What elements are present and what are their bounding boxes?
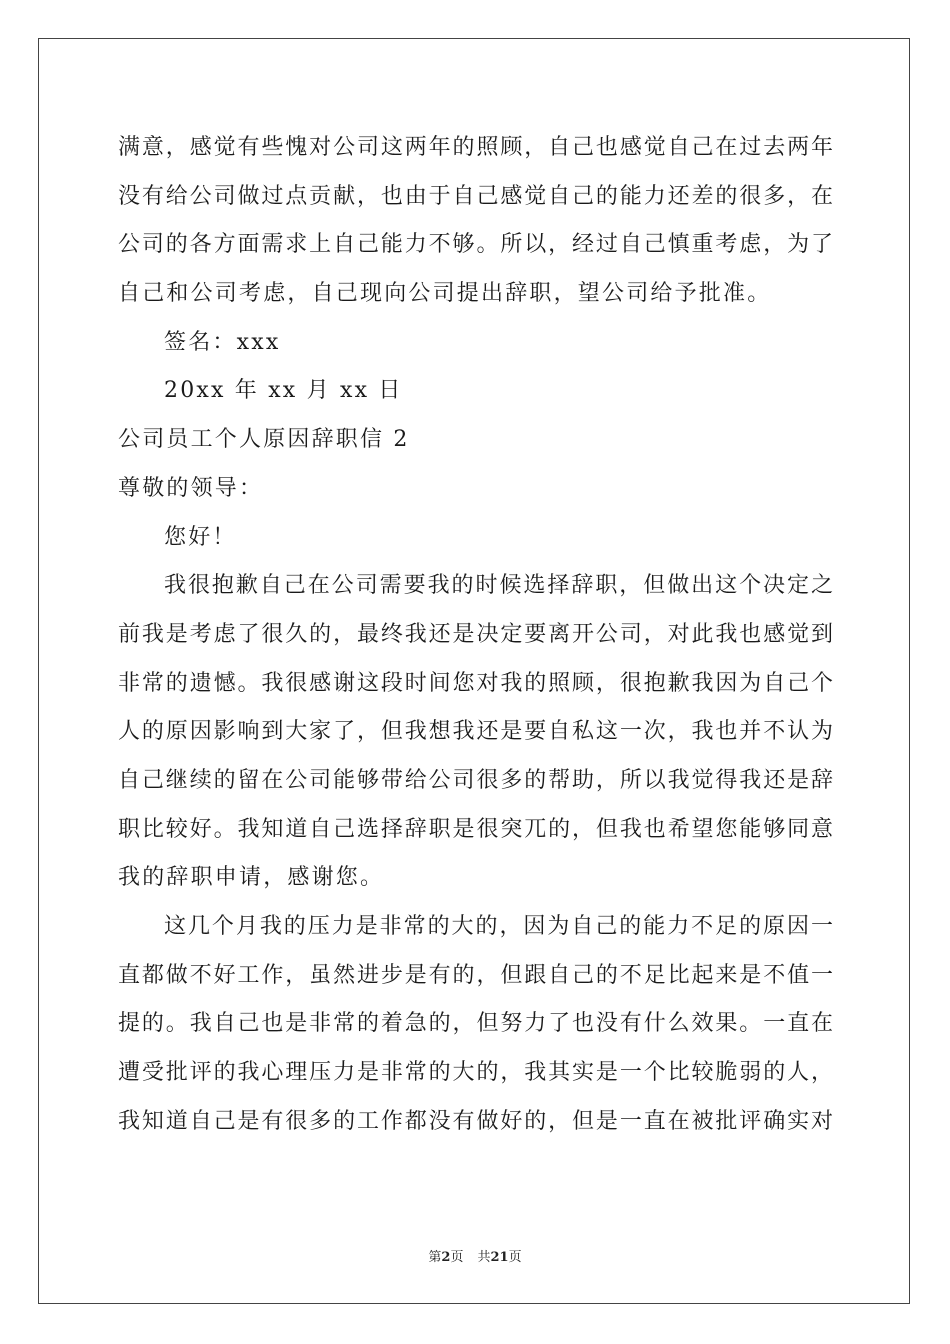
text-line: 非常的遗憾。我很感谢这段时间您对我的照顾，很抱歉我因为自己个 [118, 670, 834, 696]
text-line: 提的。我自己也是非常的着急的，但努力了也没有什么效果。一直在 [118, 1011, 834, 1037]
text-line: 人的原因影响到大家了，但我想我还是要自私这一次，我也并不认为 [118, 719, 834, 745]
page-current: 2 [441, 1250, 451, 1265]
page-footer [0, 1246, 950, 1265]
date-line: 20xx 年 xx 月 xx 日 [164, 378, 403, 404]
text-line: 自己和公司考虑，自己现向公司提出辞职，望公司给予批准。 [118, 281, 772, 307]
signature-line: 签名：xxx [164, 329, 281, 355]
page-prefix: 第 [428, 1250, 442, 1265]
text-line: 直都做不好工作，虽然进步是有的，但跟自己的不足比起来是不值一 [118, 962, 834, 988]
text-line: 没有给公司做过点贡献，也由于自己感觉自己的能力还差的很多，在 [118, 183, 834, 209]
text-line: 这几个月我的压力是非常的大的，因为自己的能力不足的原因一 [164, 914, 834, 939]
text-line: 遭受批评的我心理压力是非常的大的，我其实是一个比较脆弱的人， [118, 1060, 834, 1086]
total-prefix: 共 [477, 1250, 491, 1265]
salutation: 尊敬的领导： [118, 475, 264, 501]
text-line: 我的辞职申请，感谢您。 [118, 865, 385, 891]
text-line: 职比较好。我知道自己选择辞职是很突兀的，但我也希望您能够同意 [118, 816, 834, 842]
greeting: 您好！ [164, 524, 237, 550]
text-line: 公司的各方面需求上自己能力不够。所以，经过自己慎重考虑，为了 [118, 232, 834, 258]
page-suffix: 页 [450, 1250, 464, 1265]
text-line: 自己继续的留在公司能够带给公司很多的帮助，所以我觉得我还是辞 [118, 767, 834, 793]
letter-title: 公司员工个人原因辞职信 2 [118, 427, 410, 453]
total-suffix: 页 [508, 1250, 522, 1265]
document-body [118, 124, 834, 1146]
text-line: 我很抱歉自己在公司需要我的时候选择辞职，但做出这个决定之 [164, 573, 834, 599]
text-line: 满意，感觉有些愧对公司这两年的照顾，自己也感觉自己在过去两年 [118, 135, 834, 160]
text-line: 我知道自己是有很多的工作都没有做好的，但是一直在被批评确实对 [118, 1108, 834, 1134]
text-line: 前我是考虑了很久的，最终我还是决定要离开公司，对此我也感觉到 [118, 621, 834, 647]
page-total: 21 [490, 1250, 509, 1265]
